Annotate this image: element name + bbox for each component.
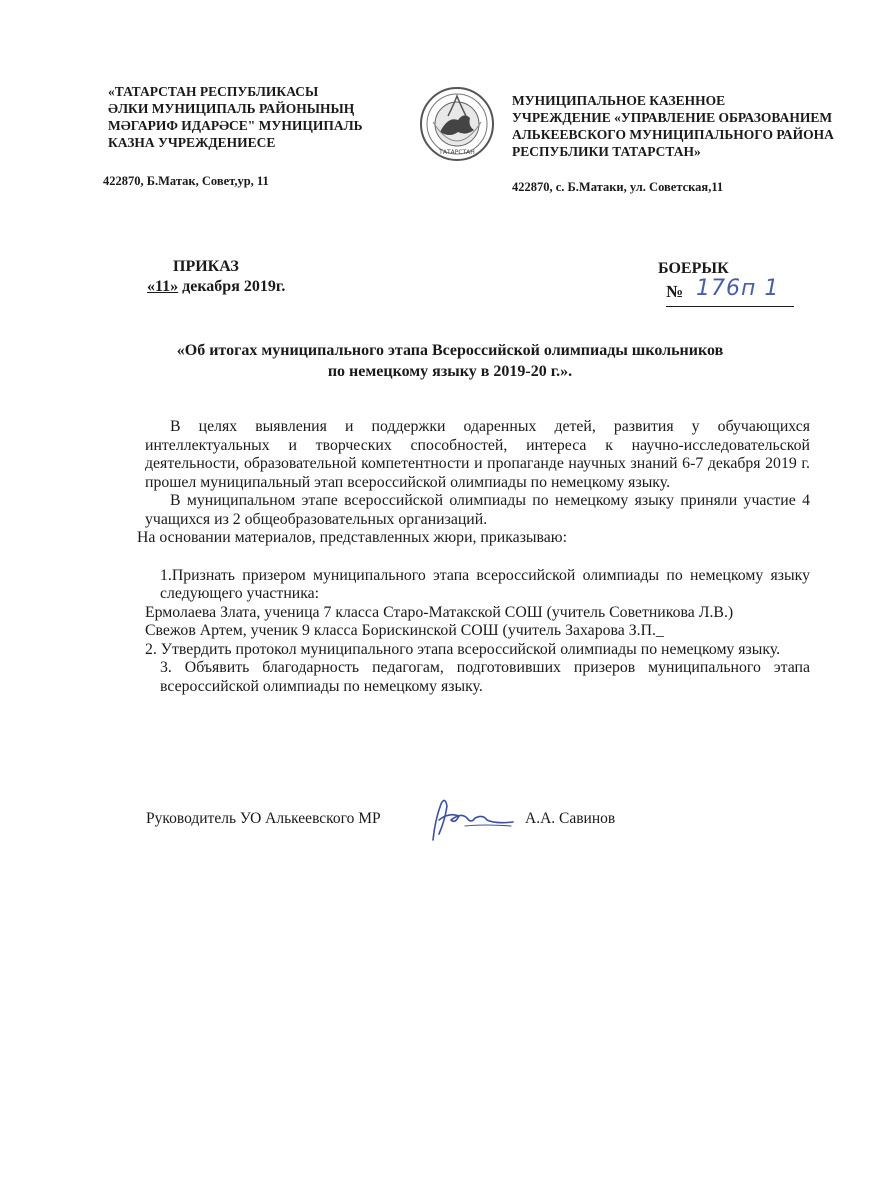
order-item-2: 2. Утвердить протокол муниципального этапа всероссийской олимпиады по немецкому языку. (145, 640, 781, 658)
header-left-line: «ТАТАРСТАН РЕСПУБЛИКАСЫ (108, 84, 319, 99)
header-right-org (512, 92, 842, 160)
order-title-tt: БОЕРЫК (658, 260, 729, 277)
handwritten-signature-icon (425, 790, 520, 850)
document-title (120, 340, 780, 382)
order-title-ru: ПРИКАЗ (173, 258, 239, 275)
signature-name: А.А. Савинов (525, 810, 616, 827)
order-items (145, 567, 810, 697)
header-right-line: МУНИЦИПАЛЬНОЕ КАЗЕННОЕ (512, 93, 726, 108)
paragraph-participants: В муниципальном этапе всероссийской олимпиады по немецкому языку приняли участие 4 учащихся из 2 общеобразовательных организаций. (145, 492, 810, 528)
winner-entry: Свежов Артем, ученик 9 класса Борискинской СОШ (учитель Захарова З.П._ (145, 622, 664, 639)
number-sign: № (666, 282, 684, 301)
title-line: «Об итогах муниципального этапа Всероссийской олимпиады школьников (176, 342, 724, 359)
header-right-line: УЧРЕЖДЕНИЕ «УПРАВЛЕНИЕ ОБРАЗОВАНИЕМ (512, 110, 833, 125)
paragraph-purpose: В целях выявления и поддержки одаренных детей, развития у обучающихся интеллектуальных и творческих способностей, интереса к научно-исследовательской деятельности, образовательной компетентности и пропаганде научных знаний 6-7 декабря 2019 г. прошел муниципальный этап всероссийской олимпиады по немецкому языку. (145, 418, 810, 491)
order-date-rest: декабря 2019г. (178, 278, 286, 295)
title-line: по немецкому языку в 2019-20 г.». (327, 363, 573, 380)
order-date-day: «11» (147, 278, 179, 295)
header-left-line: КАЗНА УЧРЕЖДЕНИЕСЕ (108, 135, 276, 150)
winner-entry: Ермолаева Злата, ученица 7 класса Старо-Матакской СОШ (учитель Советникова Л.В.) (145, 603, 734, 621)
emblem-text: ТАТАРСТАН (439, 149, 475, 156)
paragraph-order-basis: На основании материалов, представленных жюри, приказываю: (137, 529, 567, 546)
order-number-handwritten: 176п 1 (696, 276, 780, 301)
header-right-address: 422870, с. Б.Матаки, ул. Советская,11 (512, 180, 724, 194)
header-left-address: 422870, Б.Матак, Совет,ур, 11 (103, 174, 269, 188)
header-right-line: РЕСПУБЛИКИ ТАТАРСТАН» (512, 144, 701, 159)
order-date (147, 278, 285, 296)
header-left-org (108, 83, 408, 151)
signature-role: Руководитель УО Алькеевского МР (146, 810, 381, 827)
header-left-line: МӘГАРИФ ИДАРӘСЕ" МУНИЦИПАЛЬ (108, 118, 363, 133)
tatarstan-emblem-icon (418, 82, 496, 172)
order-item-3: 3. Объявить благодарность педагогам, подготовивших призеров муниципального этапа всероссийской олимпиады по немецкому языку. (160, 659, 810, 695)
order-item-1: 1.Признать призером муниципального этапа всероссийской олимпиады по немецкому языку следующего участника: (160, 566, 810, 602)
header-right-line: АЛЬКЕЕВСКОГО МУНИЦИПАЛЬНОГО РАЙОНА (512, 127, 834, 142)
order-number (666, 278, 794, 307)
header-left-line: ӘЛКИ МУНИЦИПАЛЬ РАЙОНЫНЫҢ (108, 101, 355, 116)
document-body (137, 418, 810, 696)
